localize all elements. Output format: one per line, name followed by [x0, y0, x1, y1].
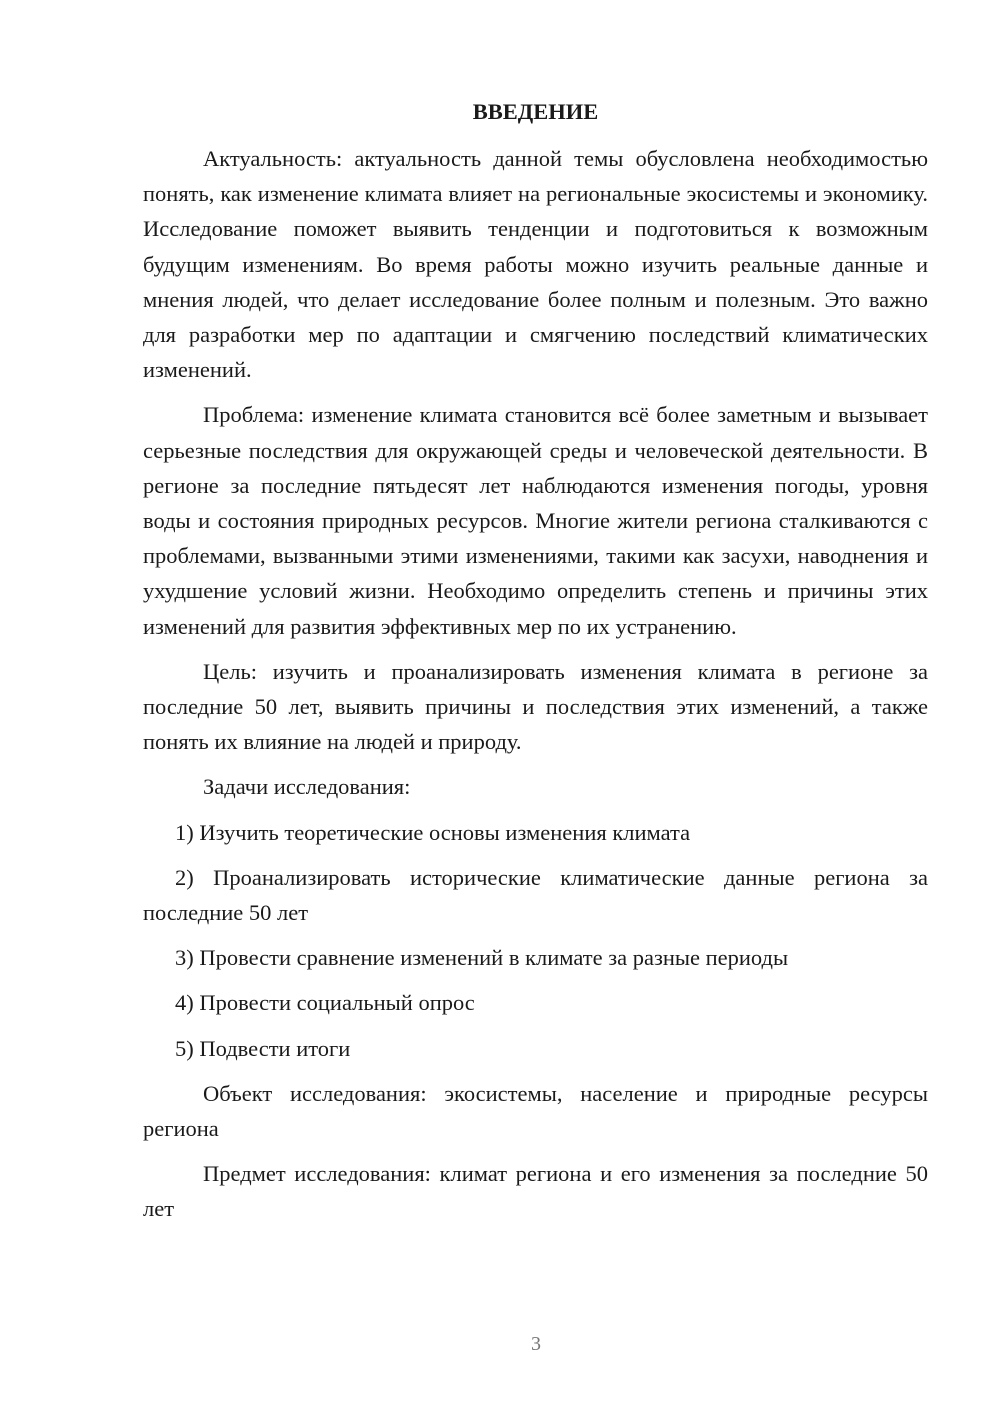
document-body [143, 94, 928, 1237]
paragraph-goal: Цель: изучить и проанализировать изменения климата в регионе за последние 50 лет, выявить причины и последствия этих изменений, а также понять их влияние на людей и природу. [143, 658, 928, 755]
section-title: ВВЕДЕНИЕ [472, 99, 599, 124]
task-item-2: 2) Проанализировать исторические климатические данные региона за последние 50 лет [143, 864, 928, 926]
paragraph-relevance: Актуальность: актуальность данной темы обусловлена необходимостью понять, как изменение климата влияет на региональные экосистемы и экономику. Исследование поможет выявить тенденции и подготовиться к возможным будущим изменениям. Во время работы можно изучить реальные данные и мнения людей, что делает исследование более полным и полезным. Это важно для разработки мер по адаптации и смягчению последствий климатических изменений. [143, 146, 928, 383]
task-item-1: 1) Изучить теоретические основы изменения климата [175, 819, 691, 845]
paragraph-problem: Проблема: изменение климата становится всё более заметным и вызывает серьезные последствия для окружающей среды и человеческой деятельности. В регионе за последние пятьдесят лет наблюдаются изменения погоды, уровня воды и состояния природных ресурсов. Многие жители региона сталкиваются с проблемами, вызванными этими изменениями, такими как засухи, наводнения и ухудшение условий жизни. Необходимо определить степень и причины этих изменений для развития эффективных мер по их устранению. [143, 402, 928, 639]
paragraph-object: Объект исследования: экосистемы, население и природные ресурсы региона [143, 1080, 928, 1142]
tasks-heading: Задачи исследования: [203, 774, 411, 800]
task-item-3: 3) Провести сравнение изменений в климате за разные периоды [175, 945, 789, 971]
task-item-5: 5) Подвести итоги [175, 1035, 351, 1061]
page-number: 3 [531, 1333, 541, 1355]
task-item-4: 4) Провести социальный опрос [175, 990, 475, 1016]
paragraph-subject: Предмет исследования: климат региона и его изменения за последние 50 лет [143, 1161, 928, 1222]
